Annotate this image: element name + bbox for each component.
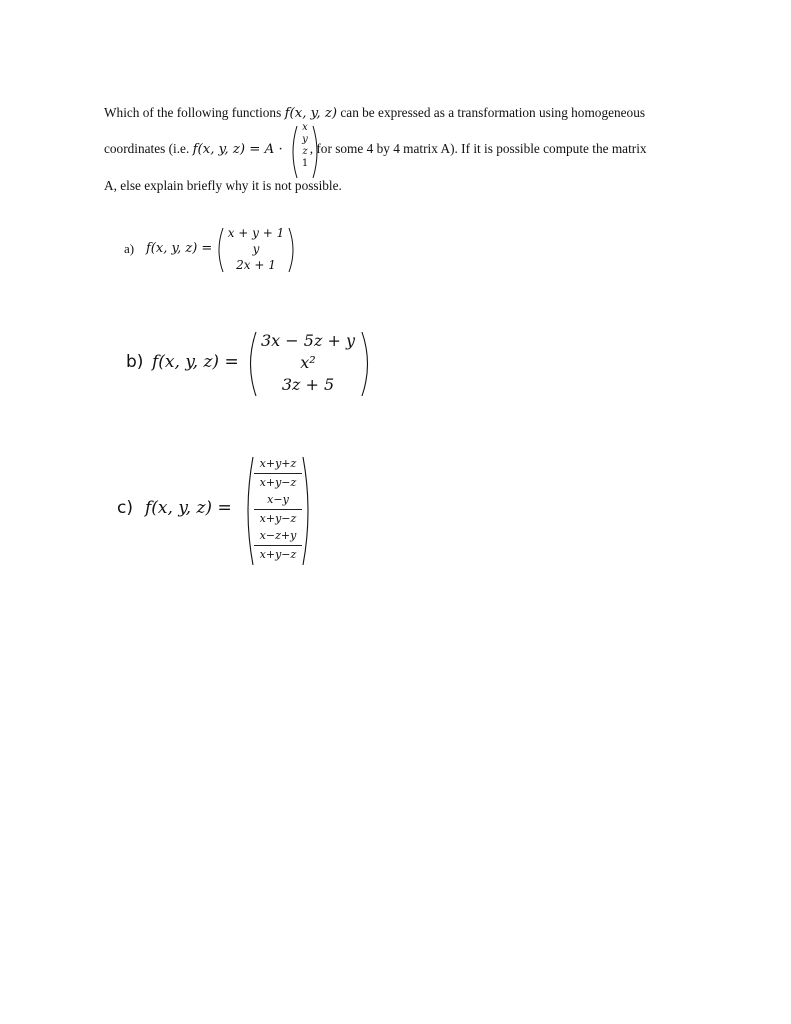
part-c-fraction-3 — [254, 527, 302, 563]
part-c-fraction-1-denominator: x+y−z — [254, 473, 302, 492]
part-b-lhs: f(x, y, z) = — [152, 352, 239, 372]
homog-vector-x: x — [302, 122, 308, 133]
question-line-2-pre: coordinates (i.e. — [104, 141, 193, 156]
question-function: f(x, y, z) — [284, 106, 338, 121]
part-c-fraction-1-numerator: x+y+z — [259, 457, 297, 470]
part-b-label: b) — [126, 352, 144, 372]
question-line-2-function: f(x, y, z) = A · — [192, 142, 283, 157]
part-a-label: a) — [124, 241, 135, 256]
part-c-vector — [254, 455, 302, 563]
question-line-2 — [104, 141, 647, 158]
part-a-vector — [222, 225, 290, 273]
question-line-1-pre: Which of the following functions — [104, 105, 285, 120]
part-a-lhs: f(x, y, z) = — [146, 241, 213, 256]
part-c-fraction-2-numerator: x−y — [267, 493, 289, 506]
homog-vector-one: 1 — [301, 158, 309, 169]
question-line-3: A, else explain briefly why it is not possible. — [104, 178, 342, 193]
part-c-fraction-1 — [254, 455, 302, 491]
part-c-lhs: f(x, y, z) = — [145, 498, 232, 518]
part-b-row-1: 3x − 5z + y — [260, 331, 355, 350]
part-c-fraction-3-denominator: x+y−z — [254, 545, 302, 564]
part-b-vector — [252, 330, 364, 396]
part-a-row-1: x + y + 1 — [227, 226, 285, 240]
part-c-fraction-2-denominator: x+y−z — [254, 509, 302, 528]
question-line-1-post: can be expressed as a transformation using homogeneous — [337, 105, 646, 120]
part-c-label: c) — [117, 498, 133, 518]
part-c-fraction-2 — [254, 491, 302, 527]
part-b-row-2: x² — [300, 353, 316, 372]
question-line-1 — [104, 105, 645, 122]
homog-vector-z: z — [302, 146, 308, 157]
homog-vector — [298, 122, 312, 170]
homog-vector-y: y — [302, 134, 308, 145]
part-b-row-3: 3z + 5 — [281, 375, 335, 394]
part-a-row-3: 2x + 1 — [236, 258, 276, 272]
question-line-2-post: , for some 4 by 4 matrix A). If it is possible compute the matrix — [309, 141, 647, 156]
part-c-fraction-3-numerator: x−z+y — [259, 529, 297, 542]
part-a-row-2: y — [252, 242, 260, 256]
